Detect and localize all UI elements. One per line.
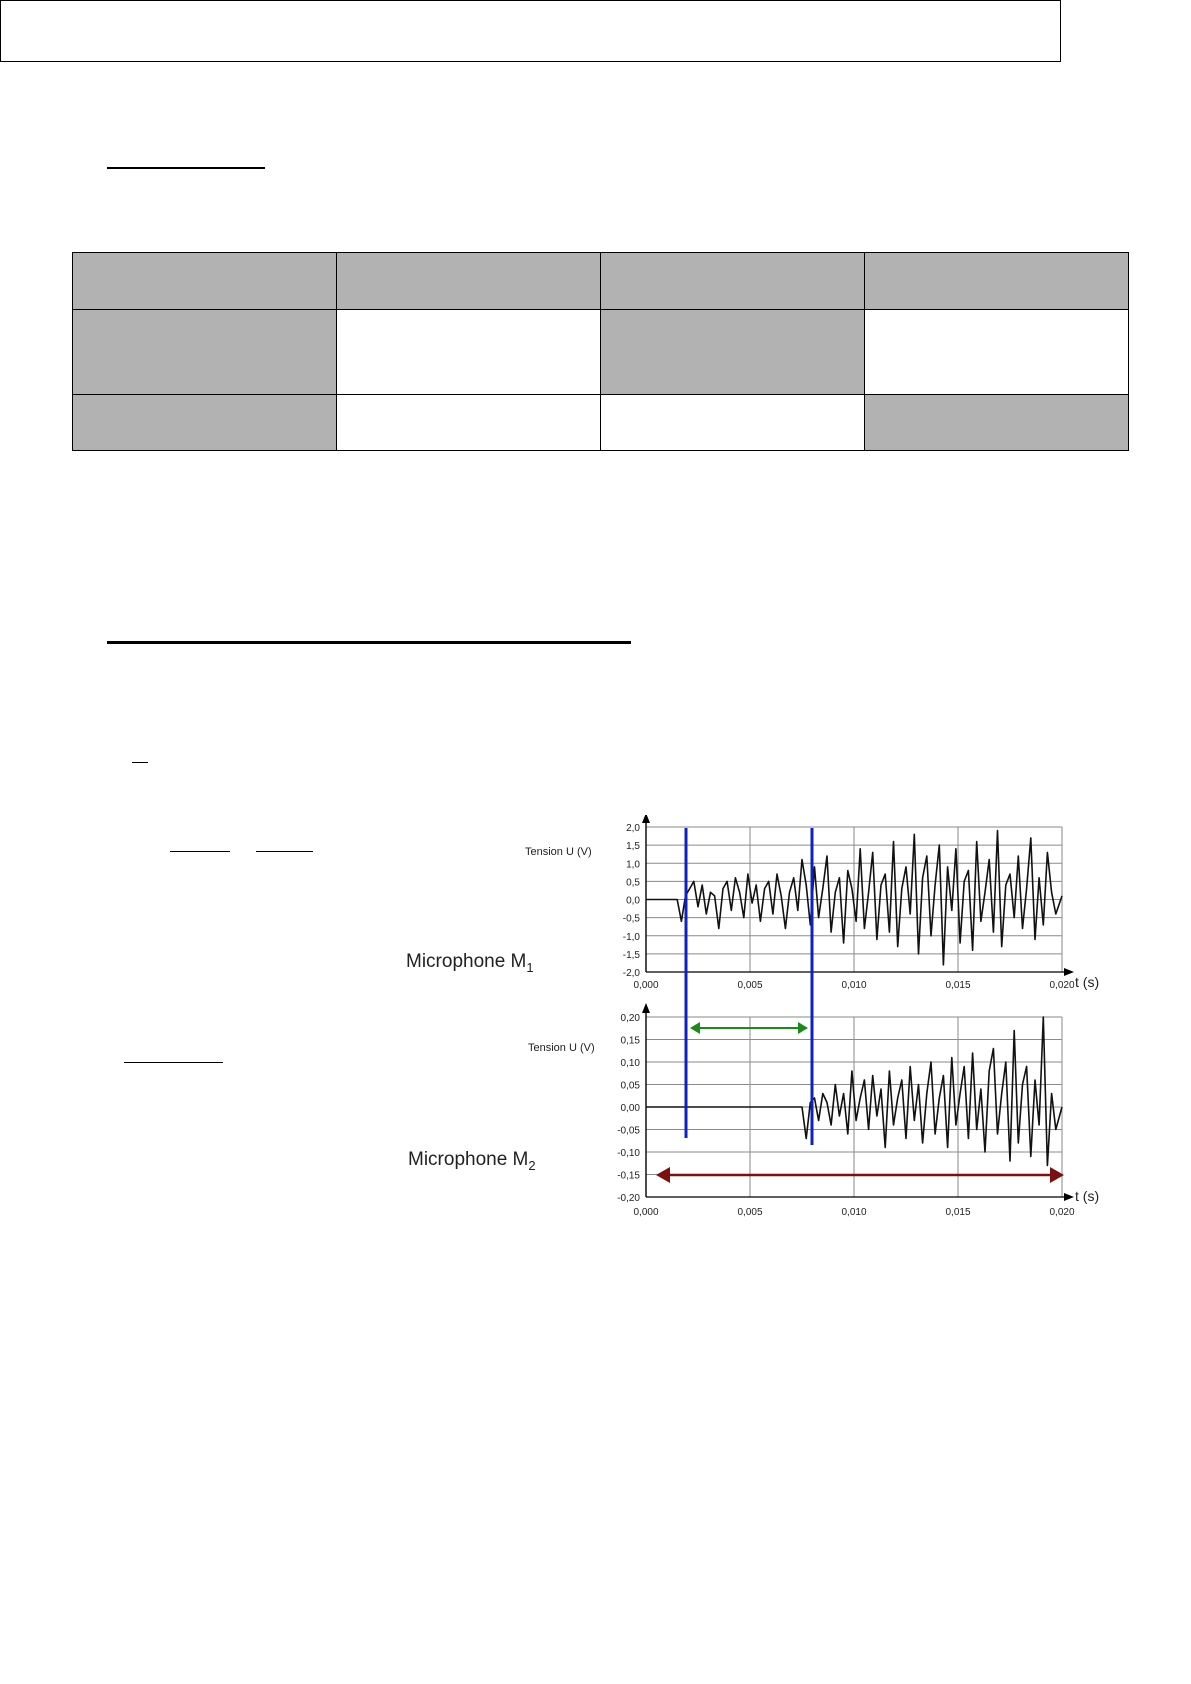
- duration-arrowhead-left: [656, 1167, 670, 1183]
- x-tick-label: 0,005: [737, 980, 763, 991]
- y-tick-label: 0,20: [620, 1013, 640, 1024]
- table-cell: [73, 253, 337, 310]
- y-axis-arrow: [642, 1003, 650, 1013]
- y-tick-label: -0,20: [617, 1193, 640, 1204]
- table-cell: [337, 253, 601, 310]
- table-row: [73, 395, 1129, 451]
- x-tick-label: 0,020: [1049, 980, 1075, 991]
- microphone-label: Microphone $M_2$: [408, 1149, 536, 1173]
- y-tick-label: -1,0: [622, 931, 640, 943]
- table-row: [73, 310, 1129, 395]
- y-tick-label: -0,05: [617, 1125, 640, 1137]
- table-cell: [601, 395, 865, 451]
- fraction-bar-3: [256, 851, 313, 852]
- x-tick-label: 0,020: [1049, 1207, 1075, 1218]
- y-tick-label: 0,0: [626, 895, 640, 907]
- x-tick-label: 0,010: [841, 1207, 867, 1218]
- y-tick-label: 0,00: [620, 1103, 640, 1114]
- x-axis-arrow: [1064, 1193, 1074, 1201]
- microphone-label: Microphone $M_1$: [406, 951, 534, 975]
- table-cell: [73, 395, 337, 451]
- fraction-bar-1: [132, 762, 148, 763]
- x-tick-label: 0,010: [841, 980, 867, 991]
- y-tick-label: 2,0: [626, 823, 640, 834]
- y-tick-label: 0,10: [620, 1058, 640, 1069]
- chart-microphone-m1: [406, 815, 1099, 991]
- title-box: [0, 0, 1061, 62]
- oscillogram-figure: [400, 815, 1140, 1245]
- y-axis-label: Tension U (V): [525, 846, 592, 858]
- delay-arrowhead-right: [798, 1022, 808, 1034]
- x-axis-arrow: [1064, 968, 1074, 976]
- x-axis-label: t (s): [1075, 974, 1100, 990]
- y-tick-label: 0,05: [620, 1080, 640, 1092]
- y-tick-label: 1,0: [626, 859, 640, 871]
- y-tick-label: 1,5: [626, 841, 640, 853]
- fraction-bar-2: [170, 851, 230, 852]
- heading-underline-1: [107, 167, 265, 169]
- x-tick-label: 0,015: [945, 980, 971, 991]
- x-tick-label: 0,000: [633, 1207, 659, 1218]
- y-tick-label: -0,10: [617, 1148, 640, 1159]
- data-table: [72, 252, 1129, 451]
- x-tick-label: 0,005: [737, 1207, 763, 1218]
- y-tick-label: 0,15: [620, 1035, 640, 1047]
- chart-microphone-m2: [408, 1003, 1099, 1218]
- table-cell: [601, 310, 865, 395]
- fraction-bar-4: [124, 1062, 223, 1063]
- heading-underline-2: [107, 641, 631, 644]
- table-row: [73, 253, 1129, 310]
- y-tick-label: -0,5: [622, 913, 640, 925]
- table-cell: [337, 310, 601, 395]
- delay-arrowhead-left: [690, 1022, 700, 1034]
- table-cell: [865, 395, 1129, 451]
- y-axis-arrow: [642, 815, 650, 823]
- y-tick-label: -1,5: [622, 949, 640, 961]
- table-cell: [601, 253, 865, 310]
- table-cell: [865, 253, 1129, 310]
- table-cell: [73, 310, 337, 395]
- y-tick-label: -2,0: [622, 968, 640, 979]
- x-axis-label: t (s): [1075, 1188, 1100, 1204]
- y-tick-label: 0,5: [626, 877, 640, 889]
- y-axis-label: Tension U (V): [528, 1042, 595, 1054]
- y-tick-label: -0,15: [617, 1170, 640, 1182]
- x-tick-label: 0,000: [633, 980, 659, 991]
- x-tick-label: 0,015: [945, 1207, 971, 1218]
- table-cell: [865, 310, 1129, 395]
- table-cell: [337, 395, 601, 451]
